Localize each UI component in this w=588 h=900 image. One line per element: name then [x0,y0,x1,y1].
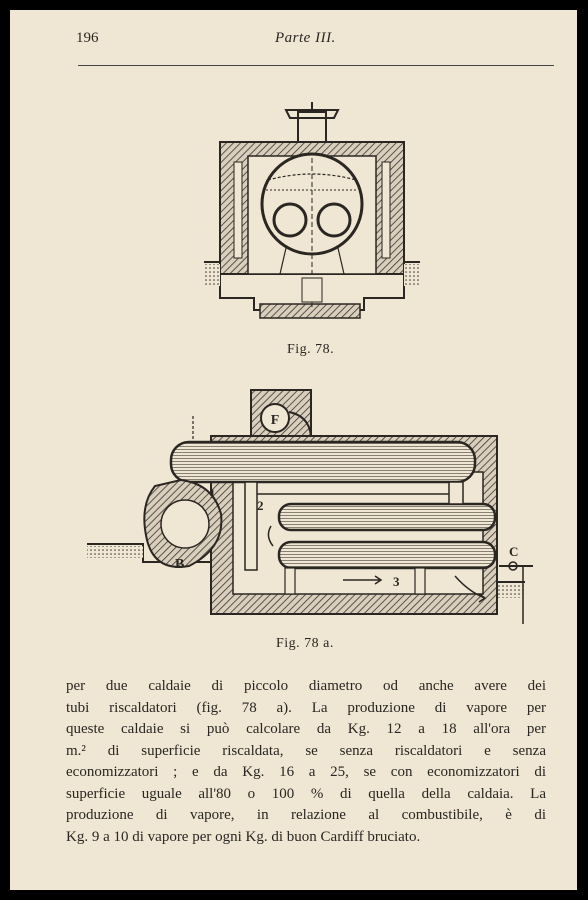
figure-78-boiler-cross-section [200,98,422,334]
text-line: superficie uguale all'80 o 100 % di quella della caldaia. La [66,785,546,802]
page-number: 196 [76,30,99,46]
figure-78a-boiler-with-heaters [85,376,541,632]
text-line: per due caldaie di piccolo diametro od anche avere dei [66,678,546,694]
figure-78a-caption: Fig. 78 a. [276,636,334,651]
text-line: Kg. 9 a 10 di vapore per ogni Kg. di buon Cardiff bruciato. [66,828,421,845]
label-C: C [509,544,519,559]
label-F: F [270,413,280,428]
label-B: B [175,557,185,572]
body-paragraph [66,676,546,848]
label-2: 2 [257,498,264,513]
label-1: 1 [209,486,216,501]
part-title: Parte III. [275,30,336,46]
text-line: tubi riscaldatori (fig. 78 a). La produzione di vapore per [66,699,546,716]
figure-78-caption: Fig. 78. [287,342,335,357]
page-header [10,30,577,60]
text-line: m.² di superficie riscaldata, se senza riscaldatori e senza [66,742,546,759]
text-line: queste caldaie si può calcolare da Kg. 12 a 18 all'ora per [66,721,546,737]
header-rule [78,65,554,66]
book-page [10,10,577,890]
text-line: produzione di vapore, in relazione al combustibile, è di [66,807,546,823]
label-3: 3 [393,574,400,589]
text-line: economizzatori ; e da Kg. 16 a 25, se con economizzatori di [66,764,546,780]
